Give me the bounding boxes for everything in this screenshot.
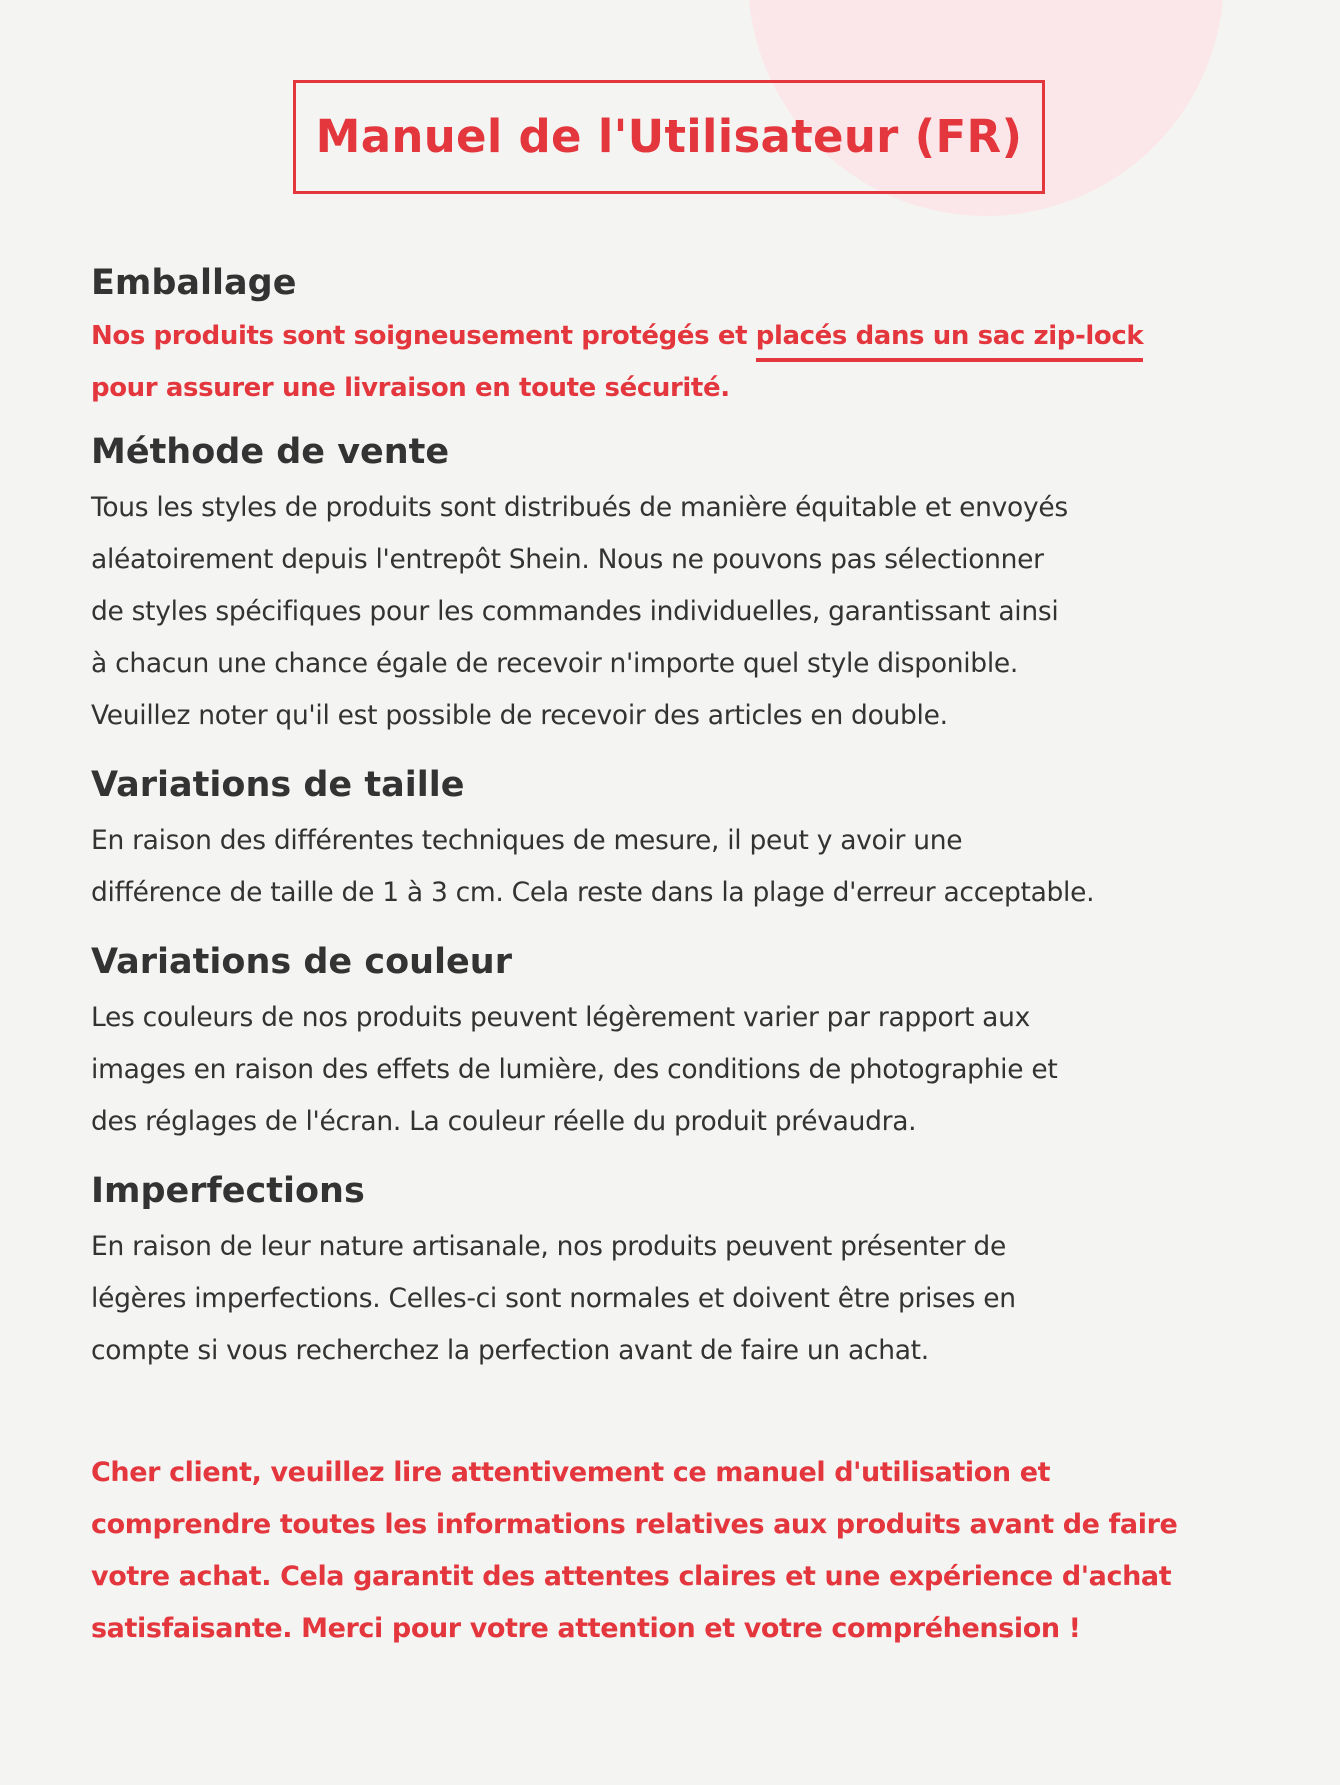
methode-paragraph: [91, 482, 1291, 742]
couleur-line: Les couleurs de nos produits peuvent légèrement varier par rapport aux: [91, 1002, 1030, 1033]
taille-line: En raison des différentes techniques de mesure, il peut y avoir une: [91, 825, 963, 856]
methode-line: Tous les styles de produits sont distribués de manière équitable et envoyés: [91, 492, 1068, 523]
packaging-line-1-start: Nos produits sont soigneusement protégés et: [91, 321, 756, 351]
closing-line: votre achat. Cela garantit des attentes claires et une expérience d'achat: [91, 1561, 1172, 1592]
imperfections-line: compte si vous recherchez la perfection avant de faire un achat.: [91, 1335, 929, 1366]
packaging-line-1: [91, 310, 1291, 362]
couleur-line: des réglages de l'écran. La couleur réelle du produit prévaudra.: [91, 1106, 917, 1137]
methode-line: aléatoirement depuis l'entrepôt Shein. Nous ne pouvons pas sélectionner: [91, 544, 1044, 575]
couleur-line: images en raison des effets de lumière, des conditions de photographie et: [91, 1054, 1058, 1085]
taille-paragraph: [91, 815, 1291, 919]
heading-emballage: Emballage: [91, 263, 297, 303]
packaging-text: [91, 310, 1291, 414]
manual-content: [91, 262, 1291, 1655]
page-title: Manuel de l'Utilisateur (FR): [315, 109, 1023, 163]
methode-line: à chacun une chance égale de recevoir n'importe quel style disponible.: [91, 648, 1019, 679]
heading-variations-de-taille: Variations de taille: [91, 765, 465, 805]
methode-line: de styles spécifiques pour les commandes individuelles, garantissant ainsi: [91, 596, 1059, 627]
taille-line: différence de taille de 1 à 3 cm. Cela reste dans la plage d'erreur acceptable.: [91, 877, 1095, 908]
methode-line: Veuillez noter qu'il est possible de recevoir des articles en double.: [91, 700, 948, 731]
heading-methode-de-vente: Méthode de vente: [91, 432, 450, 472]
heading-imperfections: Imperfections: [91, 1171, 365, 1211]
imperfections-paragraph: [91, 1221, 1291, 1377]
title-box: [293, 80, 1045, 194]
closing-line: comprendre toutes les informations relatives aux produits avant de faire: [91, 1509, 1178, 1540]
heading-variations-de-couleur: Variations de couleur: [91, 942, 512, 982]
imperfections-line: En raison de leur nature artisanale, nos produits peuvent présenter de: [91, 1231, 1006, 1262]
closing-line: satisfaisante. Merci pour votre attention et votre compréhension !: [91, 1613, 1081, 1644]
couleur-paragraph: [91, 992, 1291, 1148]
closing-note: [91, 1447, 1291, 1655]
packaging-line-2: pour assurer une livraison en toute sécurité.: [91, 373, 730, 403]
closing-line: Cher client, veuillez lire attentivement ce manuel d'utilisation et: [91, 1457, 1051, 1488]
imperfections-line: légères imperfections. Celles-ci sont normales et doivent être prises en: [91, 1283, 1016, 1314]
packaging-underlined-text: placés dans un sac zip-lock: [756, 314, 1144, 362]
